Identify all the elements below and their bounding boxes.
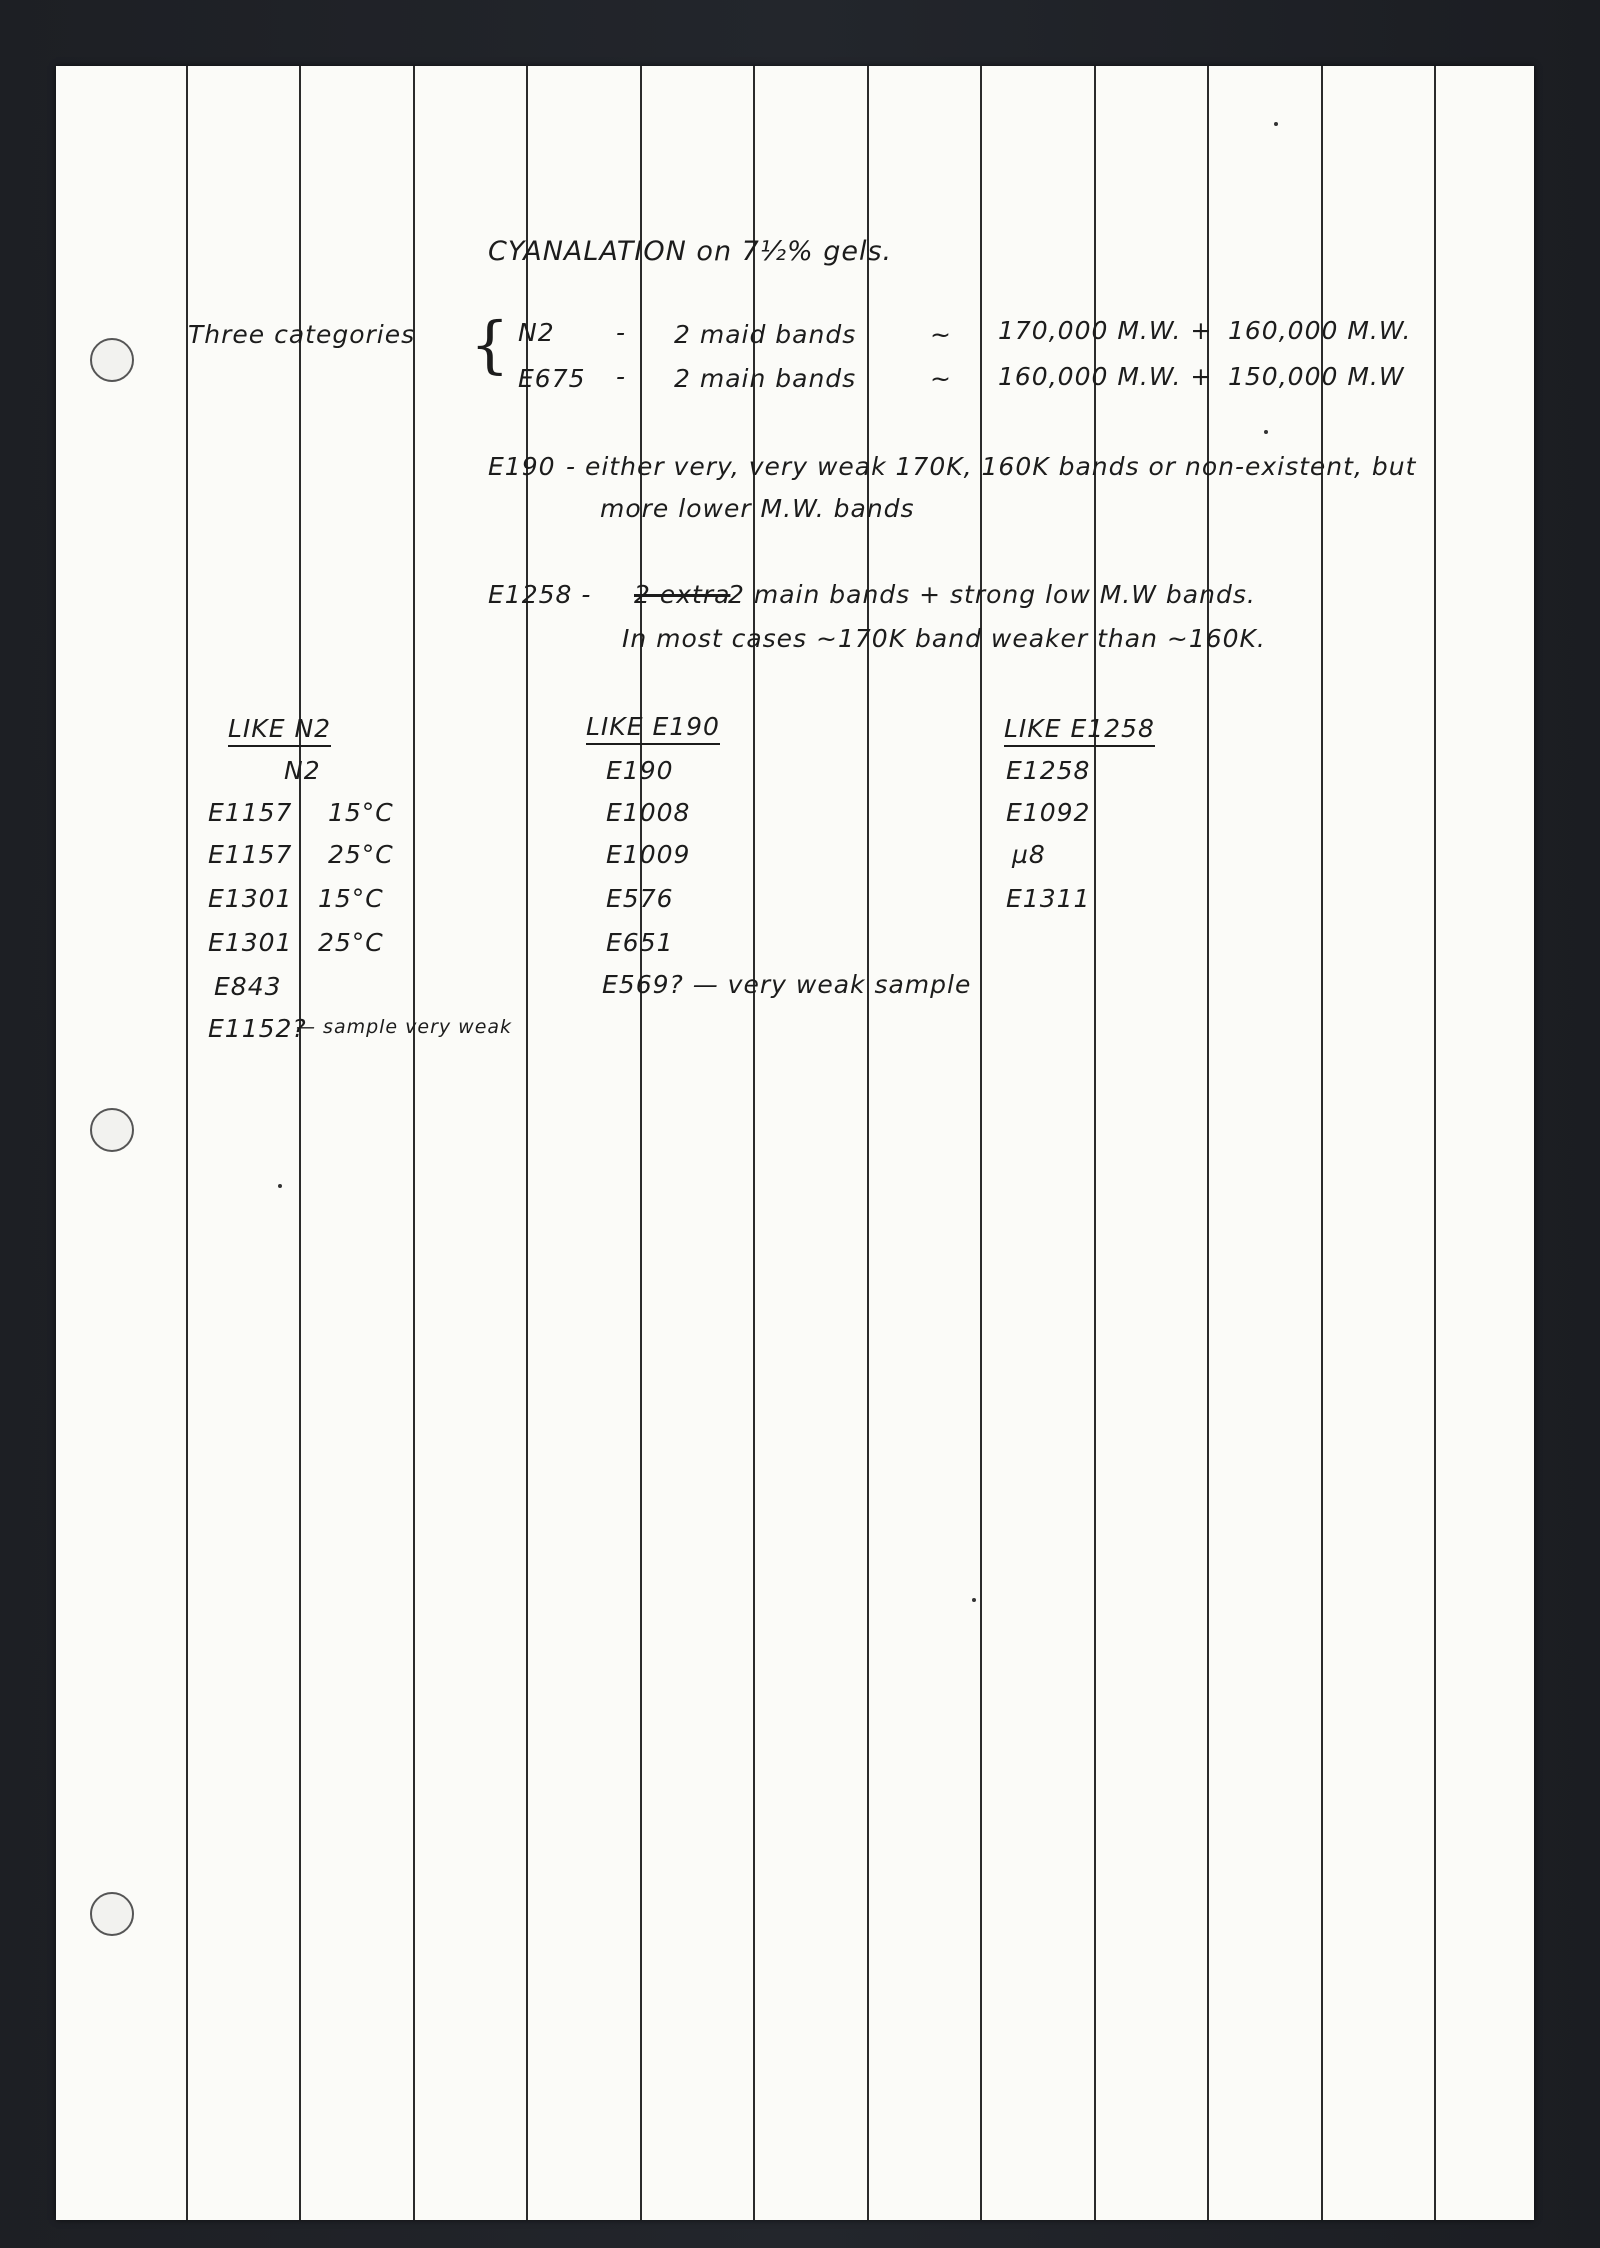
category-mw2: 160,000 M.W.	[1228, 316, 1412, 345]
sample-temp: 25°C	[318, 928, 384, 957]
page-title: CYANALATION on 7½% gels.	[488, 236, 893, 267]
category-dash: -	[616, 362, 627, 391]
category-mw1: 170,000 M.W. +	[998, 316, 1213, 345]
struck-out-text: 2 extra	[634, 580, 731, 609]
stray-mark	[278, 1184, 282, 1188]
note-line: In most cases ~170K band weaker than ~160K.	[622, 624, 1266, 653]
punch-hole	[90, 338, 134, 382]
sample-temp: 15°C	[318, 884, 384, 913]
vertical-rule	[980, 66, 982, 2220]
sample-id: µ8	[1012, 840, 1046, 869]
stray-mark	[972, 1598, 976, 1602]
vertical-rule	[186, 66, 188, 2220]
note-line: 2 main bands + strong low M.W bands.	[728, 580, 1256, 609]
sample-id: E1157	[208, 798, 293, 827]
column-heading: LIKE N2	[228, 714, 331, 747]
category-desc: 2 main bands	[674, 364, 857, 393]
sample-id: E1009	[606, 840, 691, 869]
category-sample: E675	[518, 364, 586, 393]
sample-id: E1008	[606, 798, 691, 827]
vertical-rule	[867, 66, 869, 2220]
category-mw1: 160,000 M.W. +	[998, 362, 1213, 391]
category-dash: -	[616, 318, 627, 347]
note-label: E1258 -	[488, 580, 592, 609]
column-heading: LIKE E190	[586, 712, 720, 745]
ruled-paper-sheet	[56, 66, 1534, 2220]
sample-id: N2	[284, 756, 321, 785]
sample-note: — sample very weak	[296, 1016, 513, 1038]
sample-id: E1152?	[208, 1014, 307, 1043]
punch-hole	[90, 1108, 134, 1152]
vertical-rule	[413, 66, 415, 2220]
note-line: - either very, very weak 170K, 160K bands or non-existent, but	[566, 452, 1417, 481]
category-desc: 2 maid bands	[674, 320, 857, 349]
note-label: E190	[488, 452, 556, 481]
sample-id: E576	[606, 884, 674, 913]
sample-id: E843	[214, 972, 282, 1001]
brace-symbol: {	[470, 308, 510, 381]
category-mw2: 150,000 M.W	[1228, 362, 1405, 391]
sample-id: E1258	[1006, 756, 1091, 785]
column-heading: LIKE E1258	[1004, 714, 1155, 747]
note-line: more lower M.W. bands	[600, 494, 915, 523]
stray-mark	[1264, 430, 1268, 434]
category-tilde: ~	[930, 320, 952, 349]
punch-hole	[90, 1892, 134, 1936]
category-sample: N2	[518, 318, 555, 347]
vertical-rule	[1434, 66, 1436, 2220]
sample-id: E1301	[208, 884, 293, 913]
sample-id: E1311	[1006, 884, 1091, 913]
sample-id: E1301	[208, 928, 293, 957]
sample-id: E651	[606, 928, 674, 957]
sample-temp: 15°C	[328, 798, 394, 827]
vertical-rule	[299, 66, 301, 2220]
sample-id: E1092	[1006, 798, 1091, 827]
categories-label: Three categories	[188, 320, 416, 349]
sample-id: E190	[606, 756, 674, 785]
category-tilde: ~	[930, 364, 952, 393]
sample-id: E569? — very weak sample	[602, 970, 972, 999]
sample-id: E1157	[208, 840, 293, 869]
sample-temp: 25°C	[328, 840, 394, 869]
stray-mark	[1274, 122, 1278, 126]
vertical-rule	[640, 66, 642, 2220]
